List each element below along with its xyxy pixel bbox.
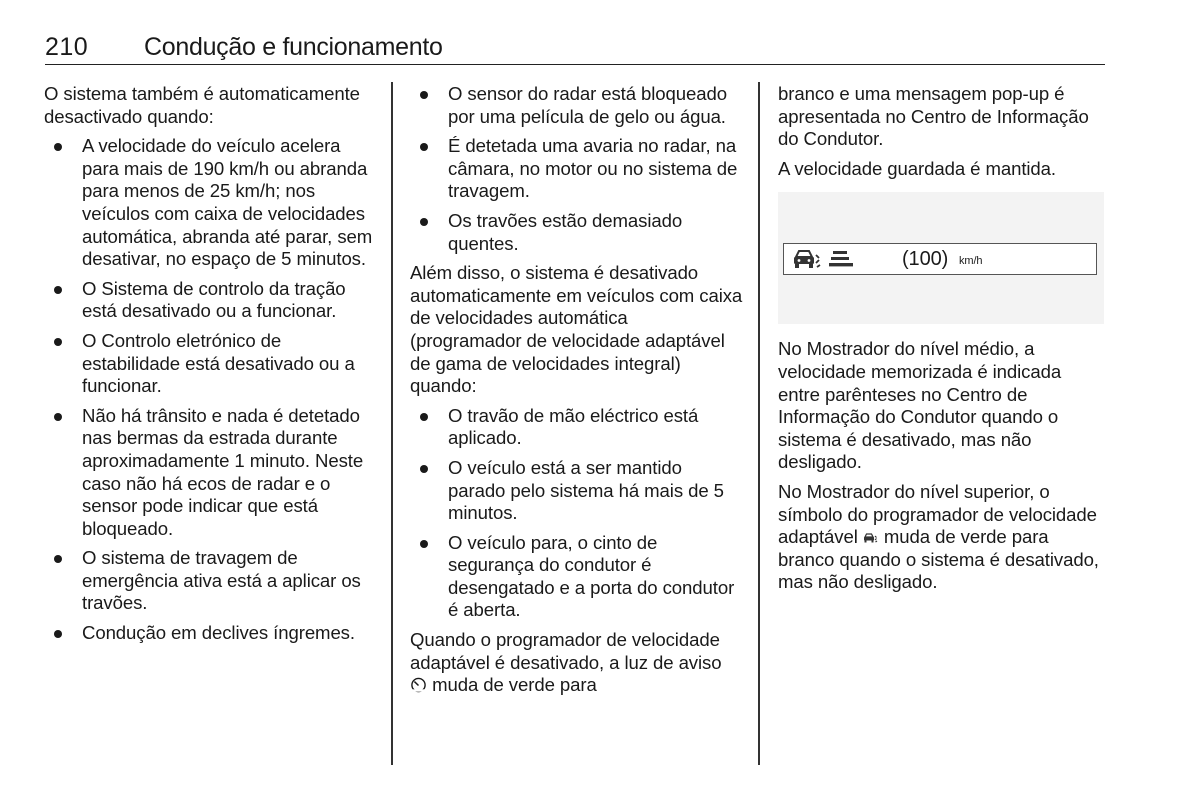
list-item — [44, 547, 374, 615]
speedometer-icon — [410, 677, 427, 693]
col3-paragraph-2: A velocidade guardada é mantida. — [778, 157, 1056, 179]
list-item-text: O Controlo eletrónico de estabilidade está desativado ou a funcionar. — [82, 329, 355, 397]
bullet-icon — [420, 413, 428, 421]
list-item-text: Os travões estão demasiado quentes. — [448, 209, 683, 254]
bullet-icon — [54, 338, 62, 346]
list-item-text: É detetada uma avaria no radar, na câmara, no motor ou no sistema de travagem. — [448, 135, 738, 202]
column-divider-1 — [391, 82, 393, 765]
following-distance-icon — [828, 249, 854, 269]
display-figure — [778, 192, 1104, 324]
adaptive-cruise-icon — [863, 531, 879, 545]
speed-unit: km/h — [959, 255, 983, 268]
col2-bullet-list-bottom — [410, 405, 743, 622]
list-item-text: O veículo para, o cinto de segurança do condutor é desengatado e a porta do condutor é aberta. — [448, 531, 735, 621]
col1-bullet-list — [44, 135, 374, 644]
stored-speed-value: (100) — [902, 248, 949, 271]
list-item — [410, 405, 743, 450]
col3-paragraph-1: branco e uma mensagem pop-up é apresentada no Centro de Informação do Condutor. — [778, 83, 1089, 150]
list-item — [410, 83, 743, 128]
section-title: Condução e funcionamento — [144, 33, 443, 61]
col3-paragraph-3: No Mostrador do nível médio, a velocidade memorizada é indicada entre parênteses no Centro de Informação do Condutor quando o sistema é desativado, mas não desligado. — [778, 338, 1062, 473]
bullet-icon — [54, 413, 62, 421]
list-item-text: O Sistema de controlo da tração está desativado ou a funcionar. — [82, 277, 346, 322]
page-header — [45, 32, 1105, 65]
list-item-text: O travão de mão eléctrico está aplicado. — [448, 404, 699, 449]
col2-paragraph-1: Além disso, o sistema é desativado automaticamente em veículos com caixa de velocidades automática (programador de velocidade adaptável de gama de velocidades integral) quando: — [410, 262, 743, 397]
column-2 — [410, 83, 743, 704]
bullet-icon — [420, 540, 428, 548]
bullet-icon — [54, 143, 62, 151]
bullet-icon — [54, 286, 62, 294]
page-number: 210 — [45, 33, 89, 61]
paragraph-text: No Mostrador do nível superior, o símbolo do programador de velocidade adaptável — [778, 480, 1097, 548]
col2-bullet-list-top — [410, 83, 743, 255]
list-item-text: Condução em declives íngremes. — [82, 622, 355, 644]
list-item-text: A velocidade do veículo acelera para mais de 190 km/h ou abranda para menos de 25 km/h; nos veículos com caixa de velocidades automática, abranda até parar, sem desativar, no espaço de 5 minutos. — [82, 135, 373, 270]
list-item — [410, 532, 743, 622]
list-item — [44, 278, 374, 323]
bullet-icon — [420, 91, 428, 99]
col3-paragraph-4 — [778, 481, 1108, 594]
list-item — [44, 330, 374, 398]
bullet-icon — [420, 218, 428, 226]
col2-paragraph-2 — [410, 629, 743, 697]
bullet-icon — [54, 555, 62, 563]
list-item — [44, 405, 374, 541]
list-item — [44, 622, 374, 645]
list-item-text: O veículo está a ser mantido parado pelo sistema há mais de 5 minutos. — [448, 456, 724, 524]
list-item — [44, 135, 374, 271]
column-1 — [44, 83, 374, 652]
list-item-text: O sistema de travagem de emergência ativa está a aplicar os travões. — [82, 547, 361, 614]
driver-info-display — [783, 243, 1097, 275]
bullet-icon — [420, 143, 428, 151]
list-item — [410, 457, 743, 525]
paragraph-text: muda de verde para — [432, 674, 597, 696]
paragraph-text: muda de verde para branco quando o sistema é desativado, mas não desligado. — [778, 526, 1099, 593]
adaptive-cruise-icon — [792, 247, 824, 271]
bullet-icon — [54, 630, 62, 638]
list-item-text: Não há trânsito e nada é detetado nas bermas da estrada durante aproximadamente 1 minuto. Neste caso não há ecos de radar e o sensor pode indicar que está bloqueado. — [82, 404, 364, 539]
list-item — [410, 210, 743, 255]
list-item — [410, 135, 743, 203]
column-divider-2 — [758, 82, 760, 765]
col1-intro: O sistema também é automaticamente desactivado quando: — [44, 83, 360, 127]
column-3 — [778, 83, 1108, 601]
paragraph-text: Quando o programador de velocidade adaptável é desativado, a luz de aviso — [410, 629, 722, 673]
list-item-text: O sensor do radar está bloqueado por uma película de gelo ou água. — [448, 83, 727, 127]
bullet-icon — [420, 465, 428, 473]
